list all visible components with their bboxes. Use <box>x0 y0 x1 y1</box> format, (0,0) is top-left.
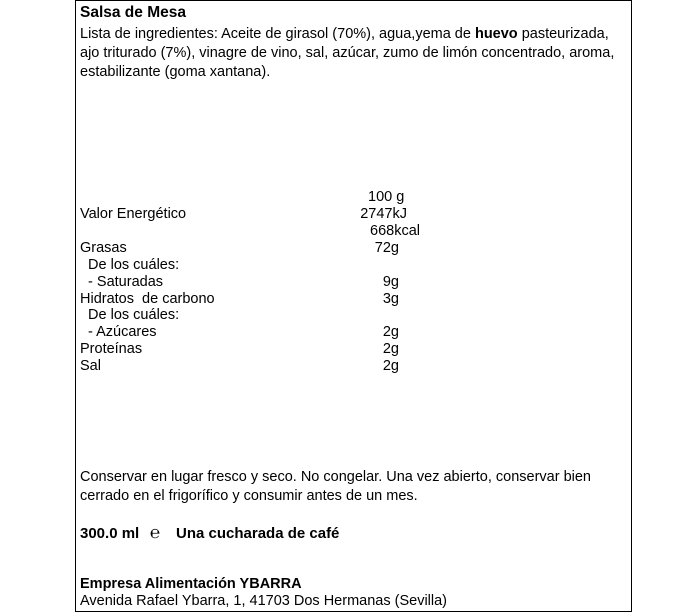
company-address: Avenida Rafael Ybarra, 1, 41703 Dos Hermanas (Sevilla) <box>80 593 447 609</box>
serving-size: Una cucharada de café <box>176 525 340 542</box>
product-title: Salsa de Mesa <box>80 4 186 21</box>
nutrition-row-value: 2g <box>382 358 399 374</box>
nutrition-row-value: 2g <box>382 324 399 340</box>
nutrition-row-label: Hidratos de carbono <box>80 291 215 307</box>
nutrition-row-label: Sal <box>80 358 101 374</box>
nutrition-row-value: 2g <box>382 341 399 357</box>
nutrition-row-value: 3g <box>382 291 399 307</box>
nutrition-row-value: 9g <box>382 274 399 290</box>
nutrition-energy-label: Valor Energético <box>80 206 187 222</box>
ingredients-allergen: huevo <box>474 26 518 42</box>
ingredients-prefix: Lista de ingredientes: Aceite de girasol (70%), agua,yema de <box>80 26 475 42</box>
nutrition-row-label: De los cuáles: <box>80 307 180 323</box>
ingredients-suffix: pasteurizada, ajo triturado (7%), vinagre de vino, sal, azúcar, zumo de limón concentrado, aroma, estabilizante (goma xantana). <box>80 26 615 80</box>
storage-instructions: Conservar en lugar fresco y seco. No congelar. Una vez abierto, conservar bien cerrado en el frigorífico y consumir antes de un mes. <box>80 469 591 504</box>
nutrition-row-label: Grasas <box>80 240 127 256</box>
nutrition-row-value: 72g <box>374 240 399 256</box>
ingredients-list <box>80 25 625 82</box>
nutrition-energy-kj: 2747kJ <box>360 206 407 222</box>
company-name: Empresa Alimentación YBARRA <box>80 576 302 592</box>
nutrition-energy-kcal: 668kcal <box>370 223 420 239</box>
net-quantity: 300.0 ml <box>80 525 140 542</box>
nutrition-column-header: 100 g <box>368 189 405 205</box>
nutrition-row-label: De los cuáles: <box>80 257 180 273</box>
estimated-sign: ℮ <box>150 523 161 542</box>
nutrition-row-label: - Azúcares <box>80 324 157 340</box>
nutrition-row-label: - Saturadas <box>80 274 164 290</box>
nutrition-row-label: Proteínas <box>80 341 143 357</box>
